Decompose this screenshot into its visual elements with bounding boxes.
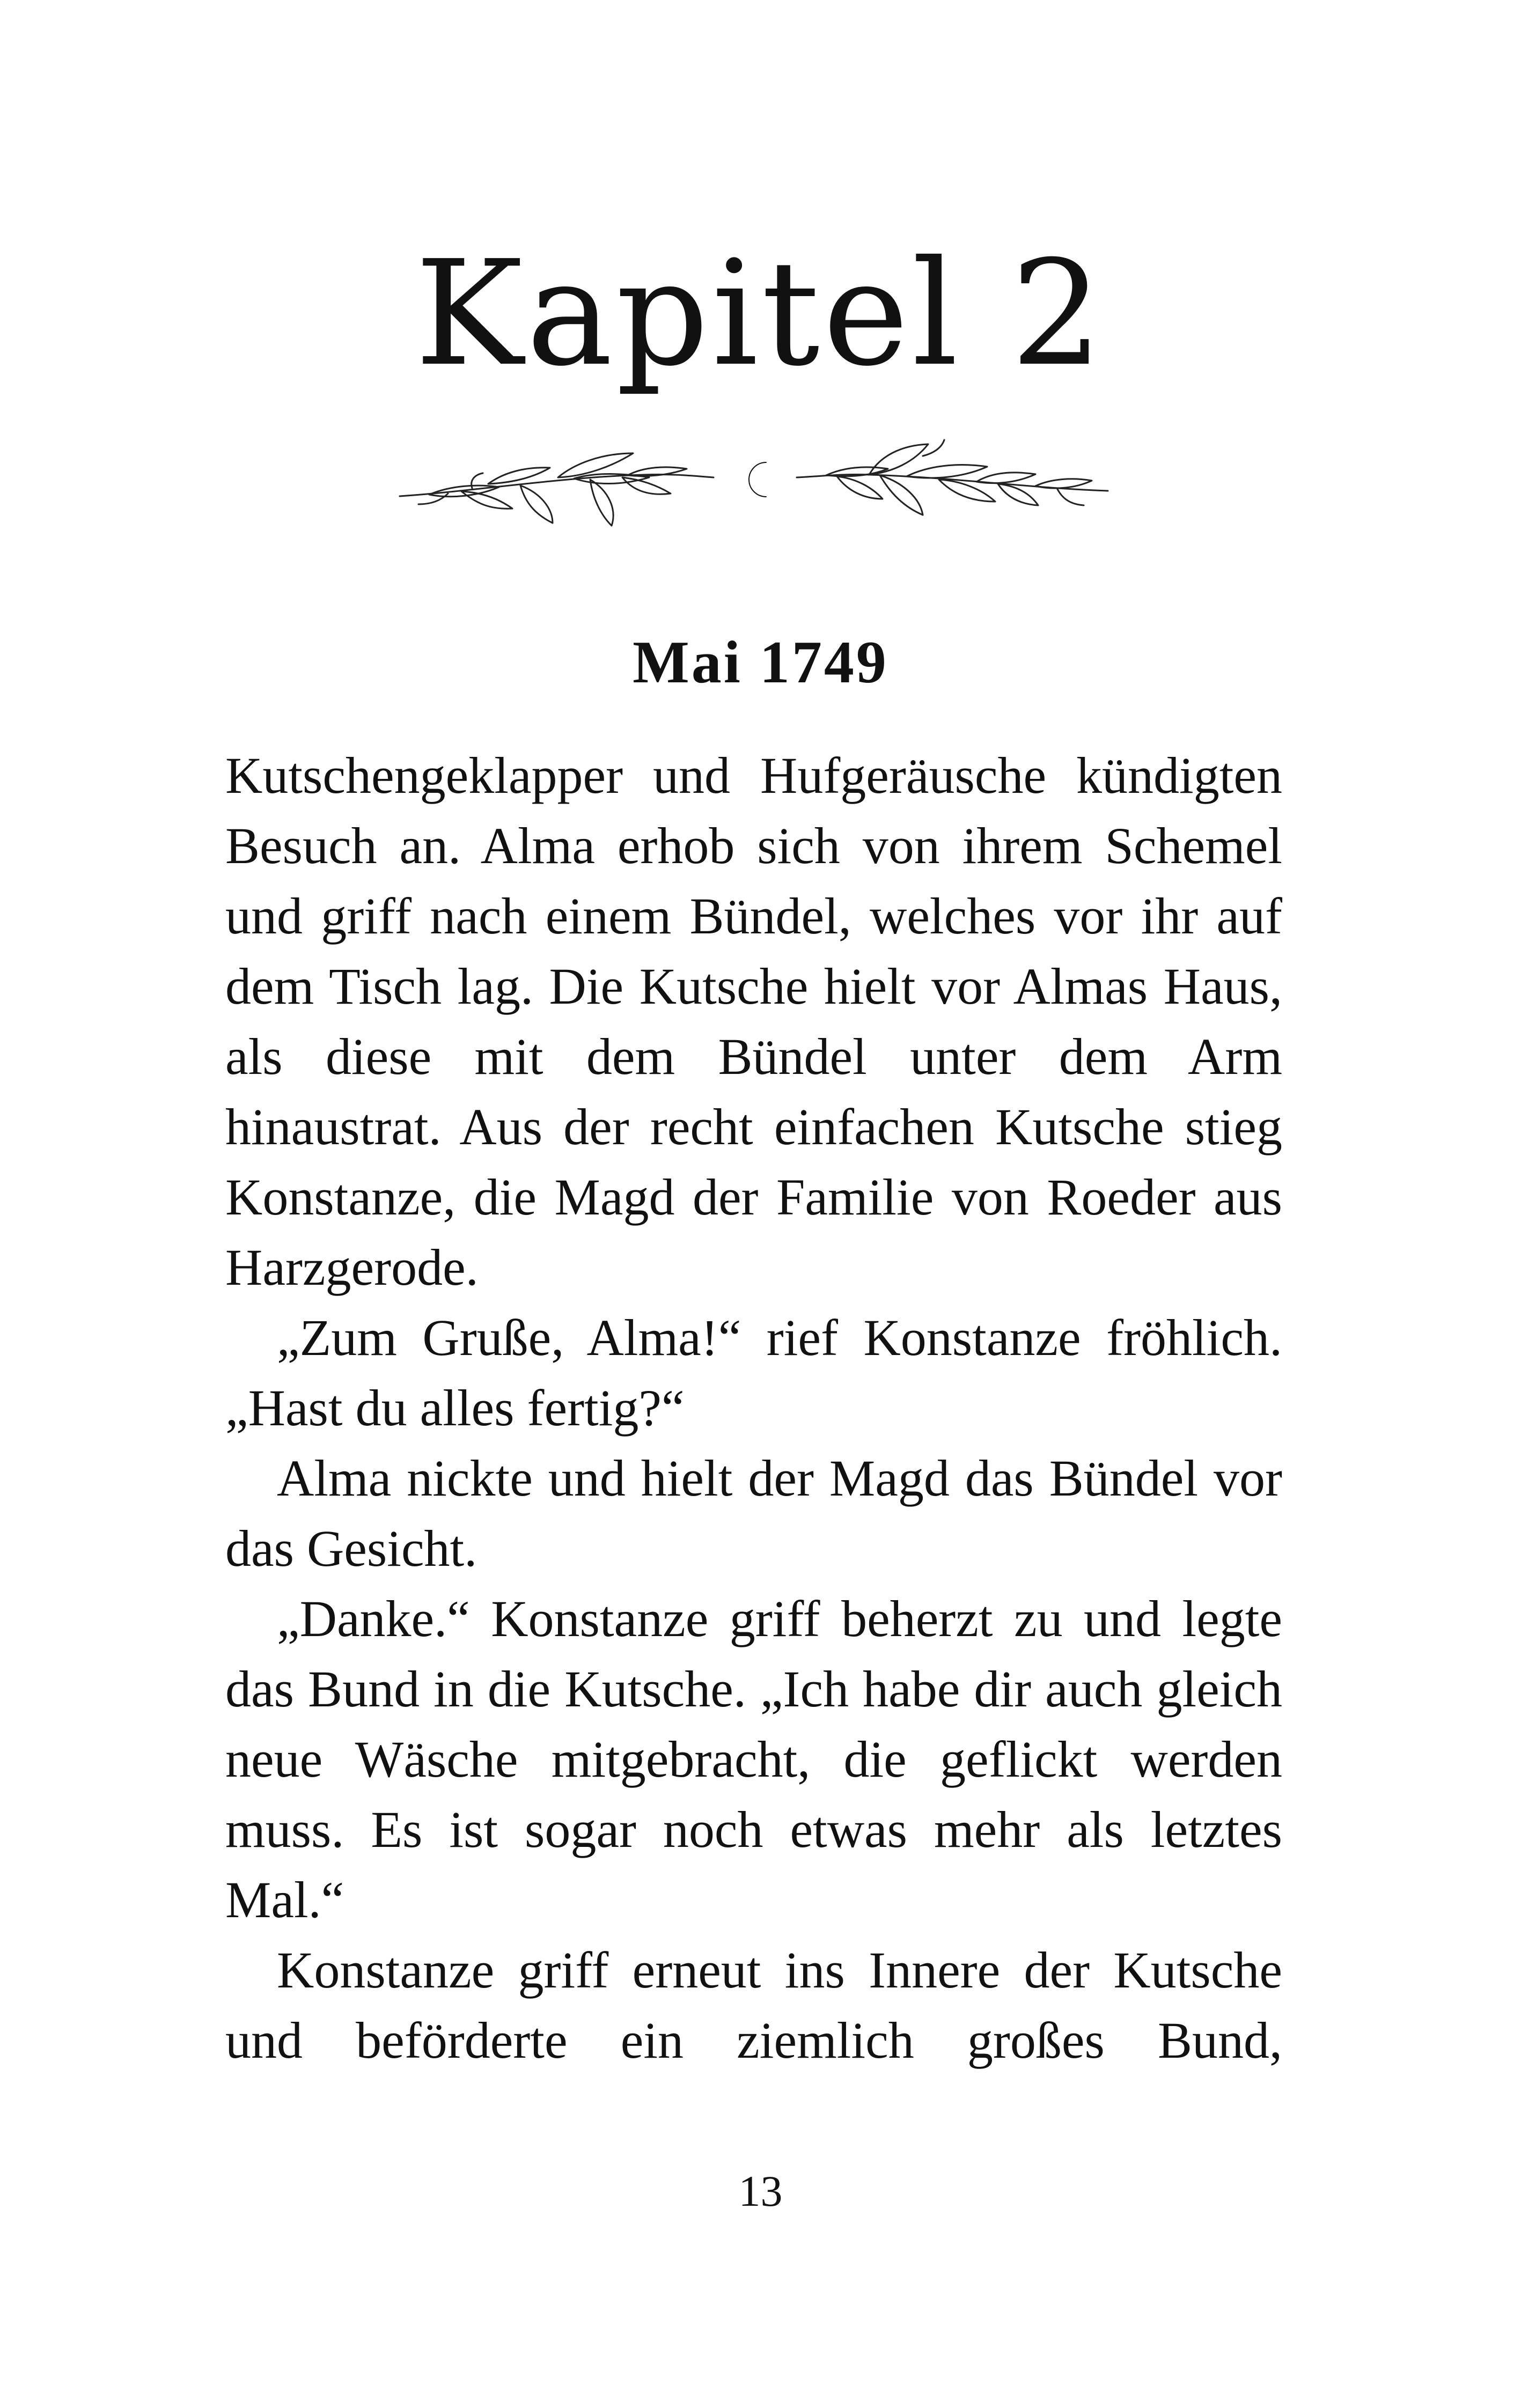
chapter-title: Kapitel 2 bbox=[415, 229, 1106, 398]
chapter-subheading: Mai 1749 bbox=[633, 629, 888, 696]
paragraph: „Zum Gruße, Alma!“ rief Konstanze fröhlich. „Hast du alles fertig?“ bbox=[225, 1309, 1282, 1437]
right-branch-icon bbox=[797, 440, 1108, 515]
paragraph: Konstanze griff erneut ins Innere der Kutsche und beförderte ein ziemlich großes Bund, bbox=[225, 1941, 1282, 2069]
page-number: 13 bbox=[738, 2167, 783, 2215]
paragraph: „Danke.“ Konstanze griff beherzt zu und legte das Bund in die Kutsche. „Ich habe dir auch gleich neue Wäsche mitgebracht, die geflickt werden muss. Es ist sogar noch etwas mehr als letztes Mal.“ bbox=[225, 1590, 1282, 1928]
left-branch-icon bbox=[400, 453, 714, 526]
paragraph: Alma nickte und hielt der Magd das Bündel vor das Gesicht. bbox=[225, 1449, 1282, 1577]
paragraph: Kutschengeklapper und Hufgeräusche kündigten Besuch an. Alma erhob sich von ihrem Schemel und griff nach einem Bündel, welches vor ihr auf dem Tisch lag. Die Kutsche hielt vor Almas Haus, als diese mit dem Bündel unter dem Arm hinaustrat. Aus der recht einfachen Kutsche stieg Konstanze, die Magd der Familie von Roeder aus Harzgerode. bbox=[225, 747, 1282, 1296]
crescent-moon-icon bbox=[749, 462, 766, 497]
leaf-ornament-divider bbox=[397, 424, 1111, 558]
body-text bbox=[225, 740, 1282, 2075]
